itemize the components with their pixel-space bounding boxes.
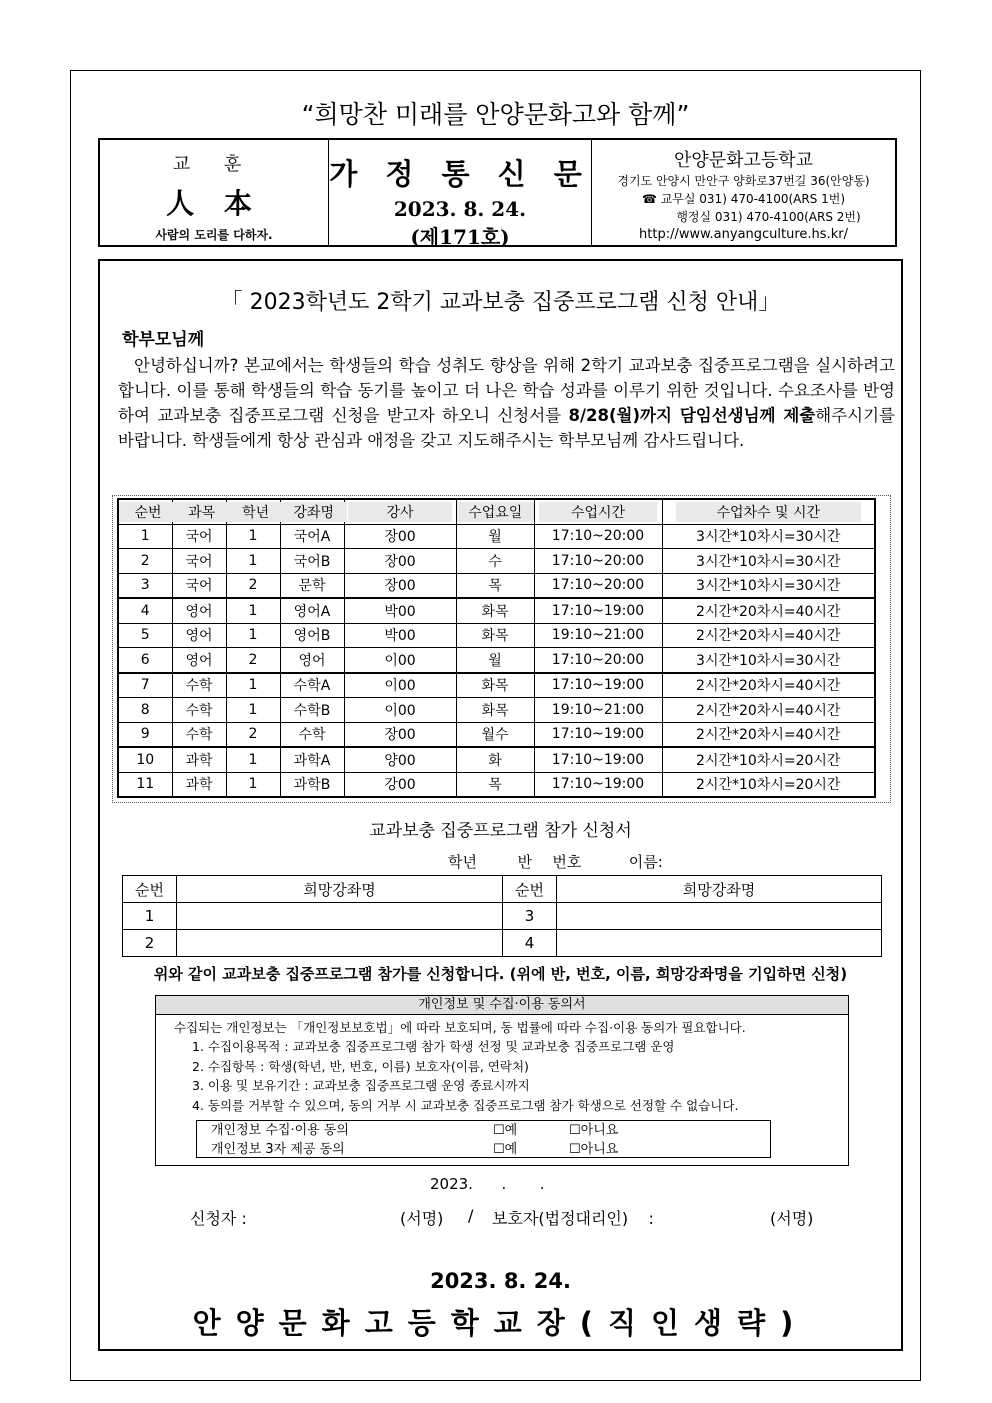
consent-no-checkbox[interactable]: ☐아니요: [569, 1123, 619, 1138]
schedule-header-label: 과목: [173, 502, 231, 522]
table-cell: 17:10~19:00: [534, 673, 662, 698]
table-cell: 10: [118, 747, 172, 772]
school-address: 경기도 안양시 만안구 양화로37번길 36(안양동): [617, 174, 870, 188]
consent-no-checkbox[interactable]: ☐아니요: [569, 1142, 619, 1157]
applicant-label[interactable]: 신청자 :: [190, 1209, 247, 1228]
table-cell: 화목: [456, 623, 534, 648]
table-cell: 수학: [280, 722, 344, 747]
table-cell: 4: [118, 598, 172, 623]
table-row: [118, 623, 875, 648]
table-cell: 목: [456, 573, 534, 598]
form-col-name: 희망강좌명: [177, 876, 503, 903]
paragraph-text-1: 안녕하십니까? 본교에서는 학생들의 학습 성취도 향상을 위해 2학기 교과보충 집중프로그램을 실시하려고 합니다. 이를 통해 학생들의 학습 동기를 높이고 더 나은 학습 성과를 이루기 위한 것입니다. 수요조사를 반영하여 교과보충 집중프로그램 신청을 받고자 하오니 신청서를: [118, 356, 895, 425]
table-cell: 17:10~19:00: [534, 747, 662, 772]
table-cell: 17:10~20:00: [534, 573, 662, 598]
table-cell: 과학A: [280, 747, 344, 772]
table-cell: 이00: [344, 698, 456, 723]
table-cell: 영어A: [280, 598, 344, 623]
notice-title: 「 2023학년도 2학기 교과보충 집중프로그램 신청 안내」: [220, 290, 781, 315]
table-cell: 과학: [172, 772, 226, 797]
table-row: [118, 722, 875, 747]
table-cell: 수학A: [280, 673, 344, 698]
motto-label: 교 훈: [172, 154, 256, 175]
application-body: [123, 903, 882, 957]
application-no-cell: 3: [503, 903, 557, 930]
table-cell: 장00: [344, 573, 456, 598]
consent-item: 3. 이용 및 보유기간 : 교과보충 집중프로그램 운영 종료시까지: [192, 1078, 530, 1093]
school-phone-1: ☎ 교무실 031) 470-4100(ARS 1번): [641, 192, 846, 206]
table-cell: 이00: [344, 673, 456, 698]
schedule-header-label: 수업차수 및 시간: [676, 502, 861, 522]
table-row: [118, 598, 875, 623]
table-cell: 월: [456, 524, 534, 549]
schedule-header-cell: [118, 499, 172, 524]
newsletter-issue: (제171호): [410, 225, 510, 249]
newsletter-title: 가 정 통 신 문: [329, 157, 591, 191]
application-header-row: [123, 876, 882, 903]
table-cell: 수학: [172, 722, 226, 747]
table-cell: 2시간*20차시=40시간: [662, 722, 875, 747]
table-cell: 2시간*20차시=40시간: [662, 698, 875, 723]
consent-yes-checkbox[interactable]: ☐예: [493, 1123, 518, 1138]
table-cell: 3시간*10차시=30시간: [662, 524, 875, 549]
table-cell: 과학B: [280, 772, 344, 797]
table-cell: 월: [456, 648, 534, 673]
title-cell: [329, 140, 592, 249]
table-row: [118, 772, 875, 797]
schedule-header-label: 강사: [348, 502, 453, 522]
table-cell: 5: [118, 623, 172, 648]
table-cell: 1: [226, 747, 280, 772]
schedule-header-cell: [280, 499, 344, 524]
table-cell: 박00: [344, 623, 456, 648]
schedule-header-label: 순번: [119, 502, 177, 522]
table-cell: 월수: [456, 722, 534, 747]
table-row: [118, 573, 875, 598]
consent-row-third-party: [197, 1140, 770, 1159]
guardian-label[interactable]: 보호자(법정대리인) :: [492, 1209, 654, 1228]
table-cell: 영어: [172, 623, 226, 648]
table-cell: 장00: [344, 722, 456, 747]
application-row: [123, 930, 882, 957]
notice-paragraph: [118, 353, 895, 453]
table-cell: 영어: [172, 598, 226, 623]
motto-cell: [100, 140, 329, 245]
table-cell: 17:10~20:00: [534, 524, 662, 549]
newsletter-date: 2023. 8. 24.: [393, 197, 527, 221]
table-cell: 1: [226, 549, 280, 574]
table-cell: 국어B: [280, 549, 344, 574]
table-cell: 목: [456, 772, 534, 797]
consent-item: 1. 수집이용목적 : 교과보충 집중프로그램 참가 학생 선정 및 교과보충 집중프로그램 운영: [192, 1039, 675, 1054]
table-cell: 17:10~19:00: [534, 598, 662, 623]
application-no-cell: 4: [503, 930, 557, 957]
form-col-no: 순번: [123, 876, 177, 903]
table-cell: 2시간*20차시=40시간: [662, 623, 875, 648]
consent-item: 2. 수집항목 : 학생(학년, 반, 번호, 이름) 보호자(이름, 연락처): [192, 1058, 529, 1074]
table-row: [118, 673, 875, 698]
table-cell: 화목: [456, 698, 534, 723]
table-cell: 17:10~20:00: [534, 549, 662, 574]
table-cell: 국어: [172, 524, 226, 549]
table-row: [118, 747, 875, 772]
school-url[interactable]: http://www.anyangculture.hs.kr/: [639, 227, 848, 242]
schedule-header-cell: [226, 499, 280, 524]
schedule-header-label: 강좌명: [281, 502, 347, 522]
table-cell: 장00: [344, 549, 456, 574]
issue-date: 2023. 8. 24.: [430, 1269, 571, 1293]
table-cell: 화목: [456, 673, 534, 698]
consent-checkbox-box: [196, 1120, 771, 1158]
table-cell: 화목: [456, 598, 534, 623]
table-cell: 이00: [344, 648, 456, 673]
table-cell: 1: [226, 623, 280, 648]
table-cell: 2: [226, 573, 280, 598]
table-cell: 2시간*20차시=40시간: [662, 598, 875, 623]
consent-row-collect: [197, 1121, 770, 1140]
form-student-info[interactable]: 학년 반 번호 이름:: [448, 853, 663, 871]
principal-name: 안양문화고등학교장(직인생략): [192, 1306, 809, 1340]
consent-yes-checkbox[interactable]: ☐예: [493, 1142, 518, 1157]
table-cell: 2: [226, 722, 280, 747]
table-cell: 장00: [344, 524, 456, 549]
application-course-field[interactable]: [177, 930, 503, 957]
table-cell: 수학B: [280, 698, 344, 723]
school-name: 안양문화고등학교: [673, 150, 814, 171]
table-cell: 양00: [344, 747, 456, 772]
table-cell: 6: [118, 648, 172, 673]
table-cell: 문학: [280, 573, 344, 598]
table-cell: 1: [118, 524, 172, 549]
schedule-header-label: 학년: [227, 502, 285, 522]
paragraph-text-2: 해주시기를 바랍니다. 학생들에게 항상 관심과 애정을 갖고 지도해주시는 학부모님께 감사드립니다.: [118, 406, 895, 450]
slogan: “희망찬 미래를 안양문화고와 함께”: [301, 100, 690, 129]
consent-label: 개인정보 3자 제공 동의: [211, 1142, 345, 1157]
table-cell: 수학: [172, 698, 226, 723]
signature-line: [100, 1206, 901, 1230]
schedule-header-label: 수업시간: [539, 502, 657, 522]
table-cell: 11: [118, 772, 172, 797]
applicant-signature[interactable]: (서명): [400, 1209, 444, 1228]
table-cell: 1: [226, 772, 280, 797]
guardian-signature[interactable]: (서명): [770, 1209, 814, 1228]
schedule-header-cell: [534, 499, 662, 524]
table-cell: 19:10~21:00: [534, 698, 662, 723]
motto: 人 本: [166, 187, 262, 220]
schedule-header-label: 수업요일: [457, 502, 535, 522]
apply-date[interactable]: 2023. . .: [430, 1175, 545, 1193]
schedule-header-cell: [344, 499, 456, 524]
table-cell: 영어: [280, 648, 344, 673]
table-cell: 2시간*10차시=20시간: [662, 772, 875, 797]
application-course-field[interactable]: [557, 930, 882, 957]
motto-subtitle: 사람의 도리를 다하자.: [155, 228, 273, 242]
schedule-body: [118, 524, 875, 797]
notice-body: [98, 259, 903, 1351]
table-cell: 1: [226, 698, 280, 723]
table-cell: 2시간*20차시=40시간: [662, 673, 875, 698]
table-row: [118, 648, 875, 673]
table-cell: 3시간*10차시=30시간: [662, 648, 875, 673]
schedule-header-row: [118, 499, 875, 524]
table-cell: 3시간*10차시=30시간: [662, 573, 875, 598]
table-cell: 17:10~19:00: [534, 722, 662, 747]
schedule-header-cell: [662, 499, 875, 524]
table-cell: 화: [456, 747, 534, 772]
table-cell: 7: [118, 673, 172, 698]
consent-box: [155, 995, 849, 1166]
consent-title: 개인정보 및 수집·이용 동의서: [156, 996, 848, 1015]
table-cell: 8: [118, 698, 172, 723]
table-cell: 2: [226, 648, 280, 673]
table-cell: 국어: [172, 549, 226, 574]
table-cell: 3: [118, 573, 172, 598]
table-cell: 3시간*10차시=30시간: [662, 549, 875, 574]
table-cell: 2: [118, 549, 172, 574]
table-cell: 17:10~19:00: [534, 772, 662, 797]
table-cell: 1: [226, 524, 280, 549]
form-title: 교과보충 집중프로그램 참가 신청서: [369, 821, 632, 841]
form-col-name: 희망강좌명: [557, 876, 882, 903]
table-cell: 영어: [172, 648, 226, 673]
table-row: [118, 524, 875, 549]
table-cell: 국어: [172, 573, 226, 598]
consent-intro: 수집되는 개인정보는 「개인정보보호법」에 따라 보호되며, 동 법률에 따라 수집·이용 동의가 필요합니다.: [174, 1020, 746, 1035]
application-course-field[interactable]: [557, 903, 882, 930]
form-col-no: 순번: [503, 876, 557, 903]
table-row: [118, 698, 875, 723]
confirm-statement: 위와 같이 교과보충 집중프로그램 참가를 신청합니다. (위에 반, 번호, 이름, 희망강좌명을 기입하면 신청): [153, 965, 848, 983]
table-cell: 19:10~21:00: [534, 623, 662, 648]
table-cell: 1: [226, 673, 280, 698]
application-course-field[interactable]: [177, 903, 503, 930]
consent-item: 4. 동의를 거부할 수 있으며, 동의 거부 시 교과보충 집중프로그램 참가 학생으로 선정할 수 없습니다.: [192, 1097, 739, 1113]
table-cell: 박00: [344, 598, 456, 623]
table-cell: 17:10~20:00: [534, 648, 662, 673]
schedule-header-cell: [456, 499, 534, 524]
table-cell: 수학: [172, 673, 226, 698]
table-row: [118, 549, 875, 574]
table-cell: 수: [456, 549, 534, 574]
table-cell: 영어B: [280, 623, 344, 648]
signature-separator: /: [468, 1206, 474, 1225]
table-cell: 강00: [344, 772, 456, 797]
school-phone-2: 행정실 031) 470-4100(ARS 2번): [676, 210, 861, 224]
newsletter-header: [98, 138, 897, 247]
school-cell: [592, 140, 895, 245]
table-cell: 과학: [172, 747, 226, 772]
consent-label: 개인정보 수집·이용 동의: [211, 1123, 349, 1138]
application-no-cell: 1: [123, 903, 177, 930]
paragraph-deadline: 8/28(월)까지 담임선생님께 제출: [568, 406, 816, 425]
greeting: 학부모님께: [122, 330, 205, 350]
table-cell: 1: [226, 598, 280, 623]
table-cell: 2시간*10차시=20시간: [662, 747, 875, 772]
schedule-table: [117, 498, 876, 798]
page-frame: [70, 70, 921, 1381]
application-row: [123, 903, 882, 930]
application-no-cell: 2: [123, 930, 177, 957]
table-cell: 9: [118, 722, 172, 747]
application-table: [122, 875, 882, 957]
schedule-header-cell: [172, 499, 226, 524]
table-cell: 국어A: [280, 524, 344, 549]
